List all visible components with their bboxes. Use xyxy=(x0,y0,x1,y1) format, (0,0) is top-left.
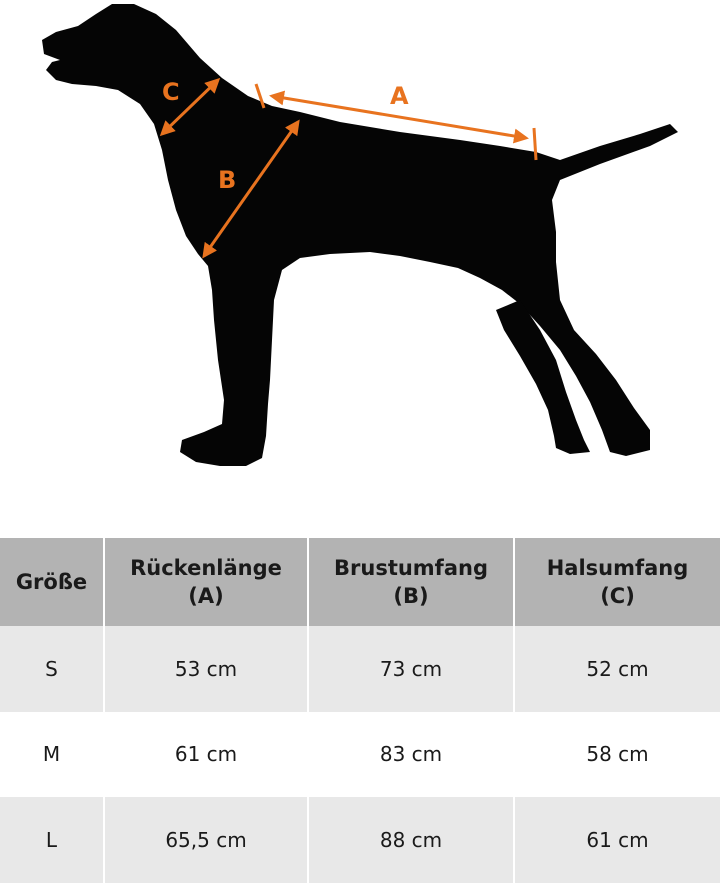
tick-a-end xyxy=(534,128,536,160)
header-neck xyxy=(514,538,720,626)
label-c: C xyxy=(162,78,180,106)
header-back-length-line1: Rückenlänge xyxy=(130,556,282,580)
cell-chest: 83 cm xyxy=(308,712,514,798)
cell-back-length: 65,5 cm xyxy=(104,797,308,883)
label-a: A xyxy=(390,82,409,110)
cell-size: L xyxy=(0,797,104,883)
table-row xyxy=(0,626,720,712)
header-chest-line1: Brustumfang xyxy=(334,556,488,580)
header-neck-line1: Halsumfang xyxy=(546,556,689,580)
cell-neck: 61 cm xyxy=(514,797,720,883)
header-back-length xyxy=(104,538,308,626)
header-neck-line2: (C) xyxy=(600,584,635,608)
table-header xyxy=(0,538,720,626)
header-chest xyxy=(308,538,514,626)
header-chest-line2: (B) xyxy=(393,584,429,608)
header-back-length-line2: (A) xyxy=(188,584,224,608)
cell-chest: 88 cm xyxy=(308,797,514,883)
size-table xyxy=(0,538,720,883)
cell-size: M xyxy=(0,712,104,798)
cell-back-length: 53 cm xyxy=(104,626,308,712)
cell-size: S xyxy=(0,626,104,712)
cell-back-length: 61 cm xyxy=(104,712,308,798)
cell-neck: 52 cm xyxy=(514,626,720,712)
table-row xyxy=(0,712,720,798)
table-row xyxy=(0,797,720,883)
dog-silhouette xyxy=(42,4,678,466)
cell-chest: 73 cm xyxy=(308,626,514,712)
header-size: Größe xyxy=(0,538,104,626)
label-b: B xyxy=(218,166,237,194)
cell-neck: 58 cm xyxy=(514,712,720,798)
